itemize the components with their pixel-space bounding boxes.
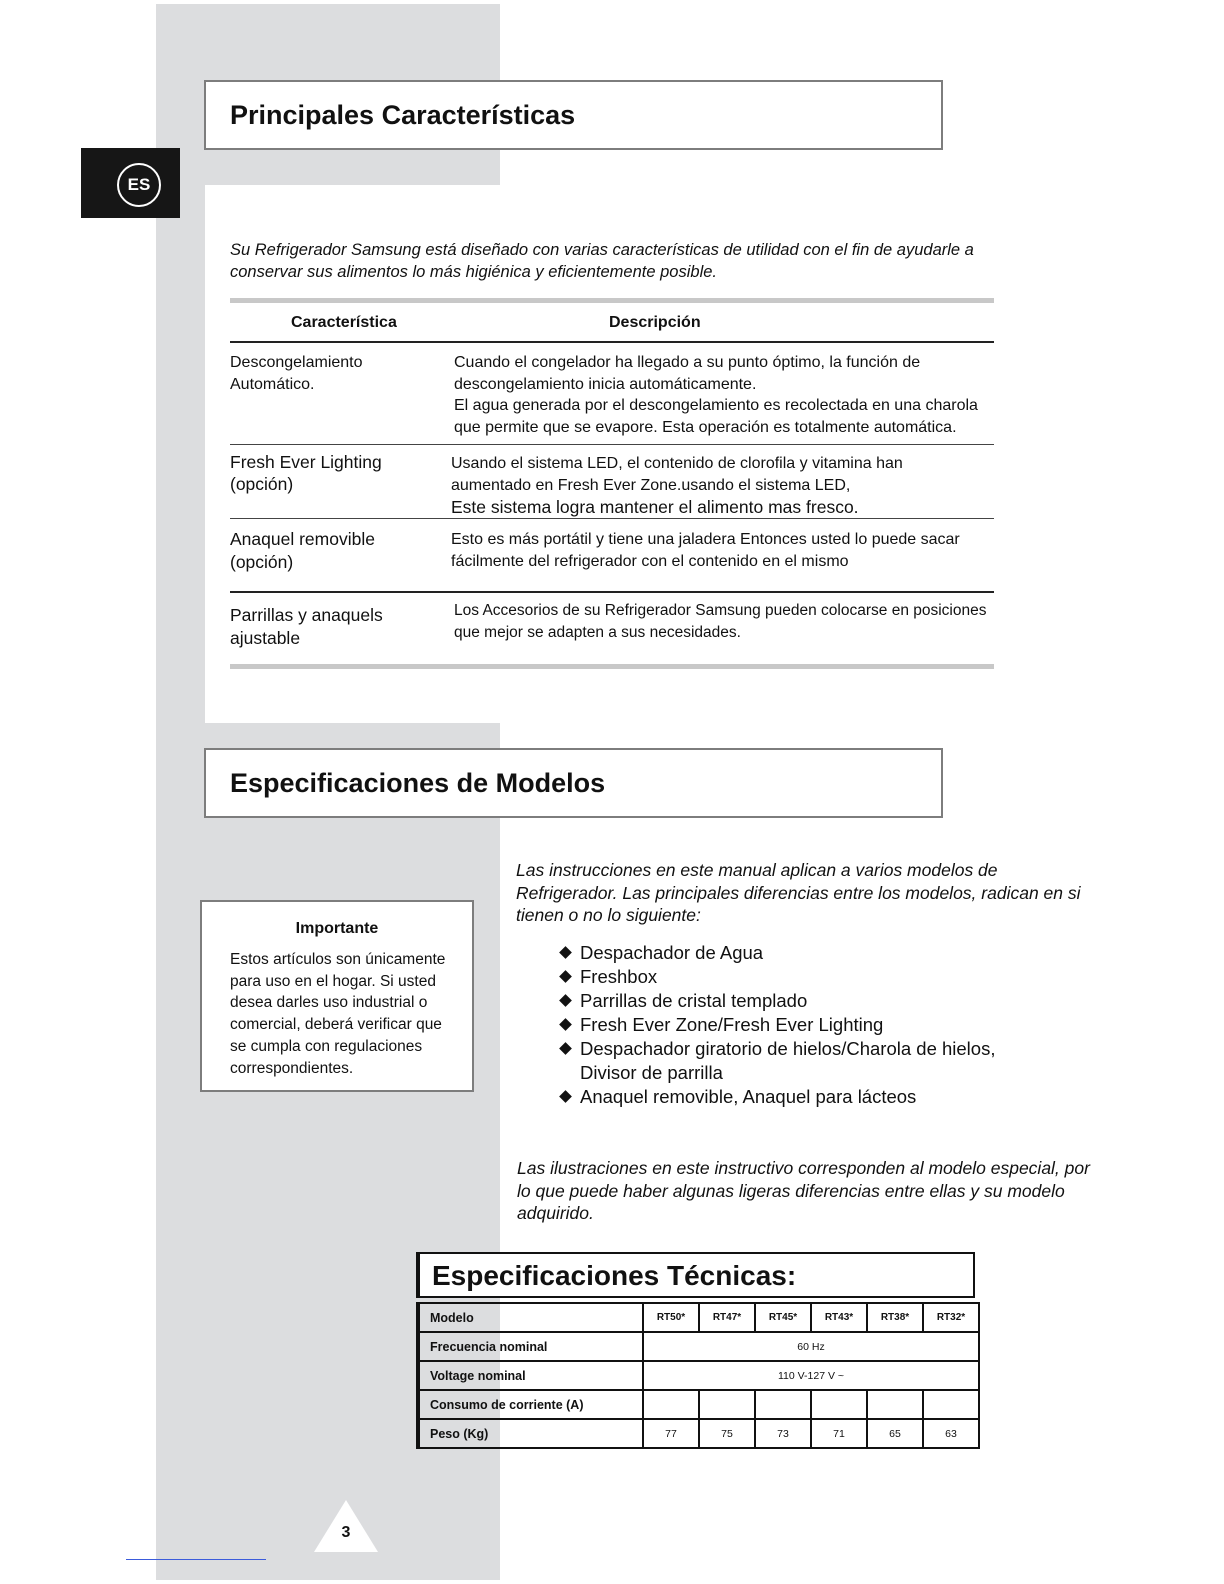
models-intro: Las instrucciones en este manual aplican a varios modelos de Refrigerador. Las principales diferencias entre los modelos, radican en si tienen o no lo siguiente: <box>516 860 1081 925</box>
tech-specs-title-box <box>416 1252 975 1298</box>
diamond-bullet-icon <box>559 1018 572 1031</box>
list-item <box>558 1037 1010 1085</box>
model-cell: RT32* <box>923 1303 979 1332</box>
weight-cell: 71 <box>811 1419 867 1448</box>
features-title: Principales Características <box>230 100 576 130</box>
row-label-voltage: Voltage nominal <box>418 1361 643 1390</box>
feature-row-4-desc <box>454 600 999 643</box>
footer-link-line <box>126 1559 266 1560</box>
weight-cell: 77 <box>643 1419 699 1448</box>
desc-line: Cuando el congelador ha llegado a su punto óptimo, la función de <box>454 354 921 371</box>
list-item-label: Fresh Ever Zone/Fresh Ever Lighting <box>580 1014 884 1035</box>
gray-band-mid <box>205 723 500 1580</box>
header-description: Descripción <box>609 314 701 331</box>
current-cell <box>755 1390 811 1419</box>
list-item <box>558 965 1028 989</box>
table-row <box>418 1390 979 1419</box>
feature-row-1-desc <box>454 352 999 438</box>
row-rule <box>230 444 994 445</box>
desc-line: descongelamiento inicia automáticamente. <box>454 375 757 393</box>
important-title: Importante <box>295 920 379 937</box>
table-row <box>418 1332 979 1361</box>
feature-row-4-name <box>230 604 440 650</box>
list-item-label: Freshbox <box>580 966 658 987</box>
desc-line: que mejor se adapten a sus necesidades. <box>454 623 741 641</box>
important-notice <box>200 900 474 1092</box>
weight-cell: 63 <box>923 1419 979 1448</box>
feature-line: (opción) <box>230 474 294 494</box>
diamond-bullet-icon <box>559 946 572 959</box>
list-item-label: Despachador de Agua <box>580 942 764 963</box>
table-row <box>418 1303 979 1332</box>
row-rule <box>230 591 994 593</box>
feature-row-2-desc <box>451 453 996 518</box>
row-label-weight: Peso (Kg) <box>418 1419 643 1448</box>
model-cell: RT43* <box>811 1303 867 1332</box>
current-cell <box>923 1390 979 1419</box>
page-number: 3 <box>341 1524 351 1541</box>
feature-line: Automático. <box>230 375 315 393</box>
desc-line: aumentado en Fresh Ever Zone.usando el sistema LED, <box>451 476 851 494</box>
feature-line: Fresh Ever Lighting <box>230 452 382 472</box>
desc-line: Los Accesorios de su Refrigerador Samsung pueden colocarse en posiciones <box>454 602 987 619</box>
weight-cell: 73 <box>755 1419 811 1448</box>
table-bottom-rule <box>230 664 994 669</box>
diamond-bullet-icon <box>559 970 572 983</box>
feature-line: ajustable <box>230 628 301 648</box>
list-item-label: Despachador giratorio de hielos/Charola de hielos, Divisor de parrilla <box>580 1038 996 1083</box>
weight-cell: 65 <box>867 1419 923 1448</box>
row-rule <box>230 518 994 519</box>
feature-row-1-name <box>230 352 440 395</box>
model-cell: RT47* <box>699 1303 755 1332</box>
current-cell <box>867 1390 923 1419</box>
current-cell <box>643 1390 699 1419</box>
model-cell: RT45* <box>755 1303 811 1332</box>
feature-line: Parrillas y anaquels <box>230 605 383 625</box>
row-label-frequency: Frecuencia nominal <box>418 1332 643 1361</box>
header-feature: Característica <box>291 314 397 331</box>
diamond-bullet-icon <box>559 1042 572 1055</box>
feature-line: Descongelamiento <box>230 354 363 371</box>
row-label-current: Consumo de corriente (A) <box>418 1390 643 1419</box>
gray-band-left <box>156 185 205 1580</box>
models-title: Especificaciones de Modelos <box>230 768 606 798</box>
tech-specs-table <box>416 1302 980 1449</box>
list-item <box>558 1013 1028 1037</box>
desc-line: que permite que se evapore. Esta operación es totalmente automática. <box>454 418 957 436</box>
list-item <box>558 989 1028 1013</box>
desc-line: Este sistema logra mantener el alimento mas fresco. <box>451 497 859 517</box>
illustrations-note: Las ilustraciones en este instructivo corresponden al modelo especial, por lo que puede haber algunas ligeras diferencias entre ellas y su modelo adquirido. <box>517 1158 1090 1223</box>
current-cell <box>699 1390 755 1419</box>
features-title-box <box>204 80 943 150</box>
models-title-box <box>204 748 943 818</box>
list-item-label: Anaquel removible, Anaquel para lácteos <box>580 1086 917 1107</box>
desc-line: fácilmente del refrigerador con el contenido en el mismo <box>451 552 849 570</box>
model-cell: RT38* <box>867 1303 923 1332</box>
table-row <box>418 1419 979 1448</box>
tech-specs-title: Especificaciones Técnicas: <box>432 1260 797 1291</box>
feature-row-3-name <box>230 528 440 574</box>
current-cell <box>811 1390 867 1419</box>
feature-line: (opción) <box>230 552 294 572</box>
desc-line: El agua generada por el descongelamiento es recolectada en una charola <box>454 397 978 414</box>
feature-row-3-desc <box>451 529 996 572</box>
frequency-value: 60 Hz <box>643 1332 979 1361</box>
model-cell: RT50* <box>643 1303 699 1332</box>
feature-row-2-name <box>230 451 440 495</box>
desc-line: Usando el sistema LED, el contenido de clorofila y vitamina han <box>451 455 903 472</box>
voltage-value: 110 V-127 V ~ <box>643 1361 979 1390</box>
model-differences-list <box>558 941 1028 1109</box>
list-item <box>558 1085 1028 1109</box>
header-rule <box>230 341 994 343</box>
row-label-model: Modelo <box>418 1303 643 1332</box>
table-row <box>418 1361 979 1390</box>
list-item <box>558 941 1028 965</box>
important-text: Estos artículos son únicamente para uso en el hogar. Si usted desea darles uso industrial o comercial, deberá verificar que se cumpla con regulaciones correspondientes. <box>230 951 446 1077</box>
diamond-bullet-icon <box>559 1090 572 1103</box>
list-item-label: Parrillas de cristal templado <box>580 990 808 1011</box>
language-code: ES <box>117 163 161 207</box>
feature-line: Anaquel removible <box>230 529 375 549</box>
features-intro: Su Refrigerador Samsung está diseñado con varias características de utilidad con el fin de ayudarle a conservar sus alimentos lo más higiénica y eficientemente posible. <box>230 241 974 281</box>
desc-line: Esto es más portátil y tiene una jaladera Entonces usted lo puede sacar <box>451 531 960 548</box>
table-top-rule <box>230 298 994 303</box>
weight-cell: 75 <box>699 1419 755 1448</box>
diamond-bullet-icon <box>559 994 572 1007</box>
